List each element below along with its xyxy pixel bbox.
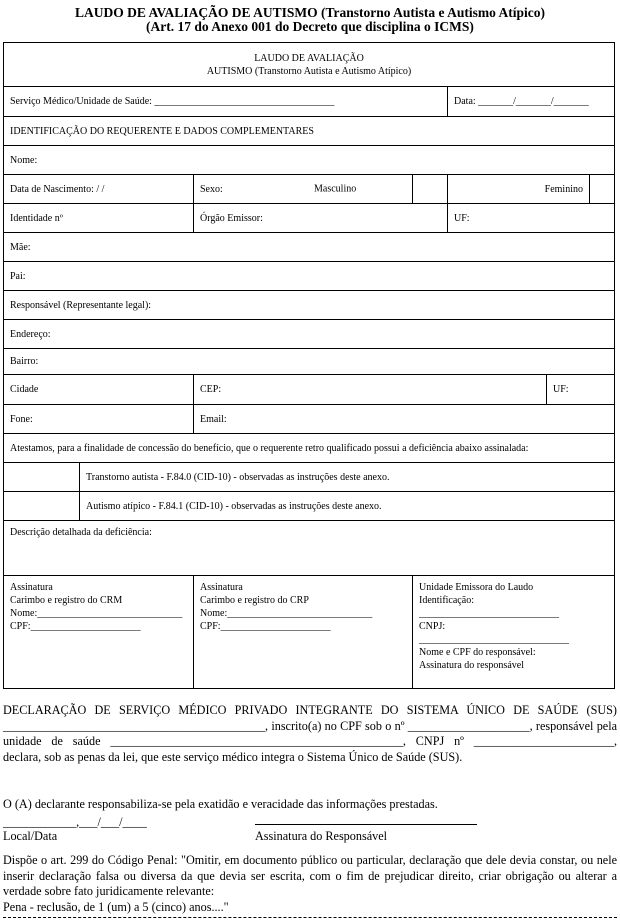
- declaracao-paragraph: DECLARAÇÃO DE SERVIÇO MÉDICO PRIVADO INTEGRANTE DO SISTEMA ÚNICO DE SAÚDE (SUS) ___________________________________________, inscrito(a) no CPF sob o nº ____________________, responsável pela unidade de saúde ________________________________________________, CNPJ nº _______________________, declara, sob as penas da lei, que este serviço médico integra o Sistema Único de Saúde (SUS).: [3, 703, 617, 764]
- sexo-field: [194, 175, 413, 204]
- document-subtitle: (Art. 17 do Anexo 001 do Decreto que disciplina o ICMS): [146, 19, 474, 34]
- document-title: LAUDO DE AVALIAÇÃO DE AUTISMO (Transtorno Autista e Autismo Atípico): [75, 5, 545, 20]
- local-data-label: Local/Data: [3, 829, 58, 843]
- form-title-line1: LAUDO DE AVALIAÇÃO: [254, 52, 364, 64]
- crm-line: Carimbo e registro do CRM: [10, 595, 123, 606]
- crp-line: Assinatura: [200, 582, 243, 593]
- dashed-divider: [3, 916, 617, 918]
- nascimento-field[interactable]: Data de Nascimento: / /: [4, 175, 194, 204]
- codigo-penal-block: [3, 853, 617, 918]
- masculino-label: Masculino: [314, 183, 357, 195]
- opcao1-checkbox[interactable]: [4, 463, 80, 492]
- bairro-field[interactable]: Bairro:: [4, 349, 615, 375]
- data-field[interactable]: Data: _______/_______/_______: [448, 87, 615, 117]
- fone-field[interactable]: Fone:: [4, 405, 194, 434]
- pena-line: Pena - reclusão, de 1 (um) a 5 (cinco) anos....": [3, 899, 229, 914]
- crp-line: Carimbo e registro do CRP: [200, 595, 309, 606]
- local-data-blank[interactable]: ____________,___/___/____: [3, 815, 147, 829]
- responsavel-field[interactable]: Responsável (Representante legal):: [4, 291, 615, 320]
- cidade-field[interactable]: Cidade: [4, 375, 194, 405]
- laudo-form: [3, 42, 615, 689]
- unidade-emissora-block[interactable]: [413, 576, 615, 689]
- unidade-line: ____________________________: [419, 608, 559, 619]
- identidade-field[interactable]: Identidade nº: [4, 204, 194, 233]
- endereco-field[interactable]: Endereço:: [4, 320, 615, 349]
- crp-line: Nome:_____________________________: [200, 608, 373, 619]
- unidade-line: Unidade Emissora do Laudo: [419, 582, 534, 593]
- nome-field[interactable]: Nome:: [4, 146, 615, 175]
- atestamos-text: Atestamos, para a finalidade de concessão do benefício, que o requerente retro qualificado possui a deficiência abaixo assinalada:: [4, 434, 615, 463]
- signature-line[interactable]: [255, 824, 477, 825]
- uf2-field[interactable]: UF:: [547, 375, 615, 405]
- form-title-line2: AUTISMO (Transtorno Autista e Autismo Atípico): [206, 65, 412, 77]
- unidade-line: Assinatura do responsável: [419, 660, 524, 671]
- orgao-emissor-field[interactable]: Órgão Emissor:: [194, 204, 448, 233]
- servico-medico-field[interactable]: Serviço Médico/Unidade de Saúde: ____________________________________: [4, 87, 448, 117]
- crp-line: CPF:______________________: [200, 621, 331, 632]
- local-data-signature: [3, 815, 617, 843]
- masculino-checkbox[interactable]: [413, 175, 448, 204]
- assinatura-crm-block[interactable]: [4, 576, 194, 689]
- feminino-label: Feminino: [448, 175, 590, 204]
- crm-line: CPF:______________________: [10, 621, 141, 632]
- crm-line: Nome:_____________________________: [10, 608, 183, 619]
- feminino-checkbox[interactable]: [590, 175, 615, 204]
- codigo-penal-paragraph: Dispõe o art. 299 do Código Penal: "Omitir, em documento público ou particular, declaração que dele devia constar, ou nele inserir declaração falsa ou diversa da que devia ser escrita, com o fim de prejudicar direito, criar obrigação ou alterar a verdade sobre fato juridicamente relevante:: [3, 853, 617, 898]
- unidade-line: ______________________________: [419, 634, 569, 645]
- descricao-field[interactable]: Descrição detalhada da deficiência:: [4, 521, 615, 576]
- sexo-label: Sexo:: [200, 183, 223, 195]
- responsabilidade-paragraph: O (A) declarante responsabiliza-se pela exatidão e veracidade das informações prestadas.: [3, 797, 438, 811]
- pai-field[interactable]: Pai:: [4, 262, 615, 291]
- unidade-line: Nome e CPF do responsável:: [419, 647, 536, 658]
- opcao2-checkbox[interactable]: [4, 492, 80, 521]
- assinatura-crp-block[interactable]: [194, 576, 413, 689]
- crm-line: Assinatura: [10, 582, 53, 593]
- unidade-line: CNPJ:: [419, 621, 446, 632]
- assinatura-responsavel-label: Assinatura do Responsável: [255, 829, 388, 843]
- email-field[interactable]: Email:: [194, 405, 615, 434]
- form-title: [4, 43, 615, 87]
- mae-field[interactable]: Mãe:: [4, 233, 615, 262]
- unidade-line: Identificação:: [419, 595, 474, 606]
- opcao1-label: Transtorno autista - F.84.0 (CID-10) - observadas as instruções deste anexo.: [80, 463, 615, 492]
- opcao2-label: Autismo atípico - F.84.1 (CID-10) - observadas as instruções deste anexo.: [80, 492, 615, 521]
- identificacao-heading: IDENTIFICAÇÃO DO REQUERENTE E DADOS COMPLEMENTARES: [4, 117, 615, 146]
- uf-field[interactable]: UF:: [448, 204, 615, 233]
- cep-field[interactable]: CEP:: [194, 375, 547, 405]
